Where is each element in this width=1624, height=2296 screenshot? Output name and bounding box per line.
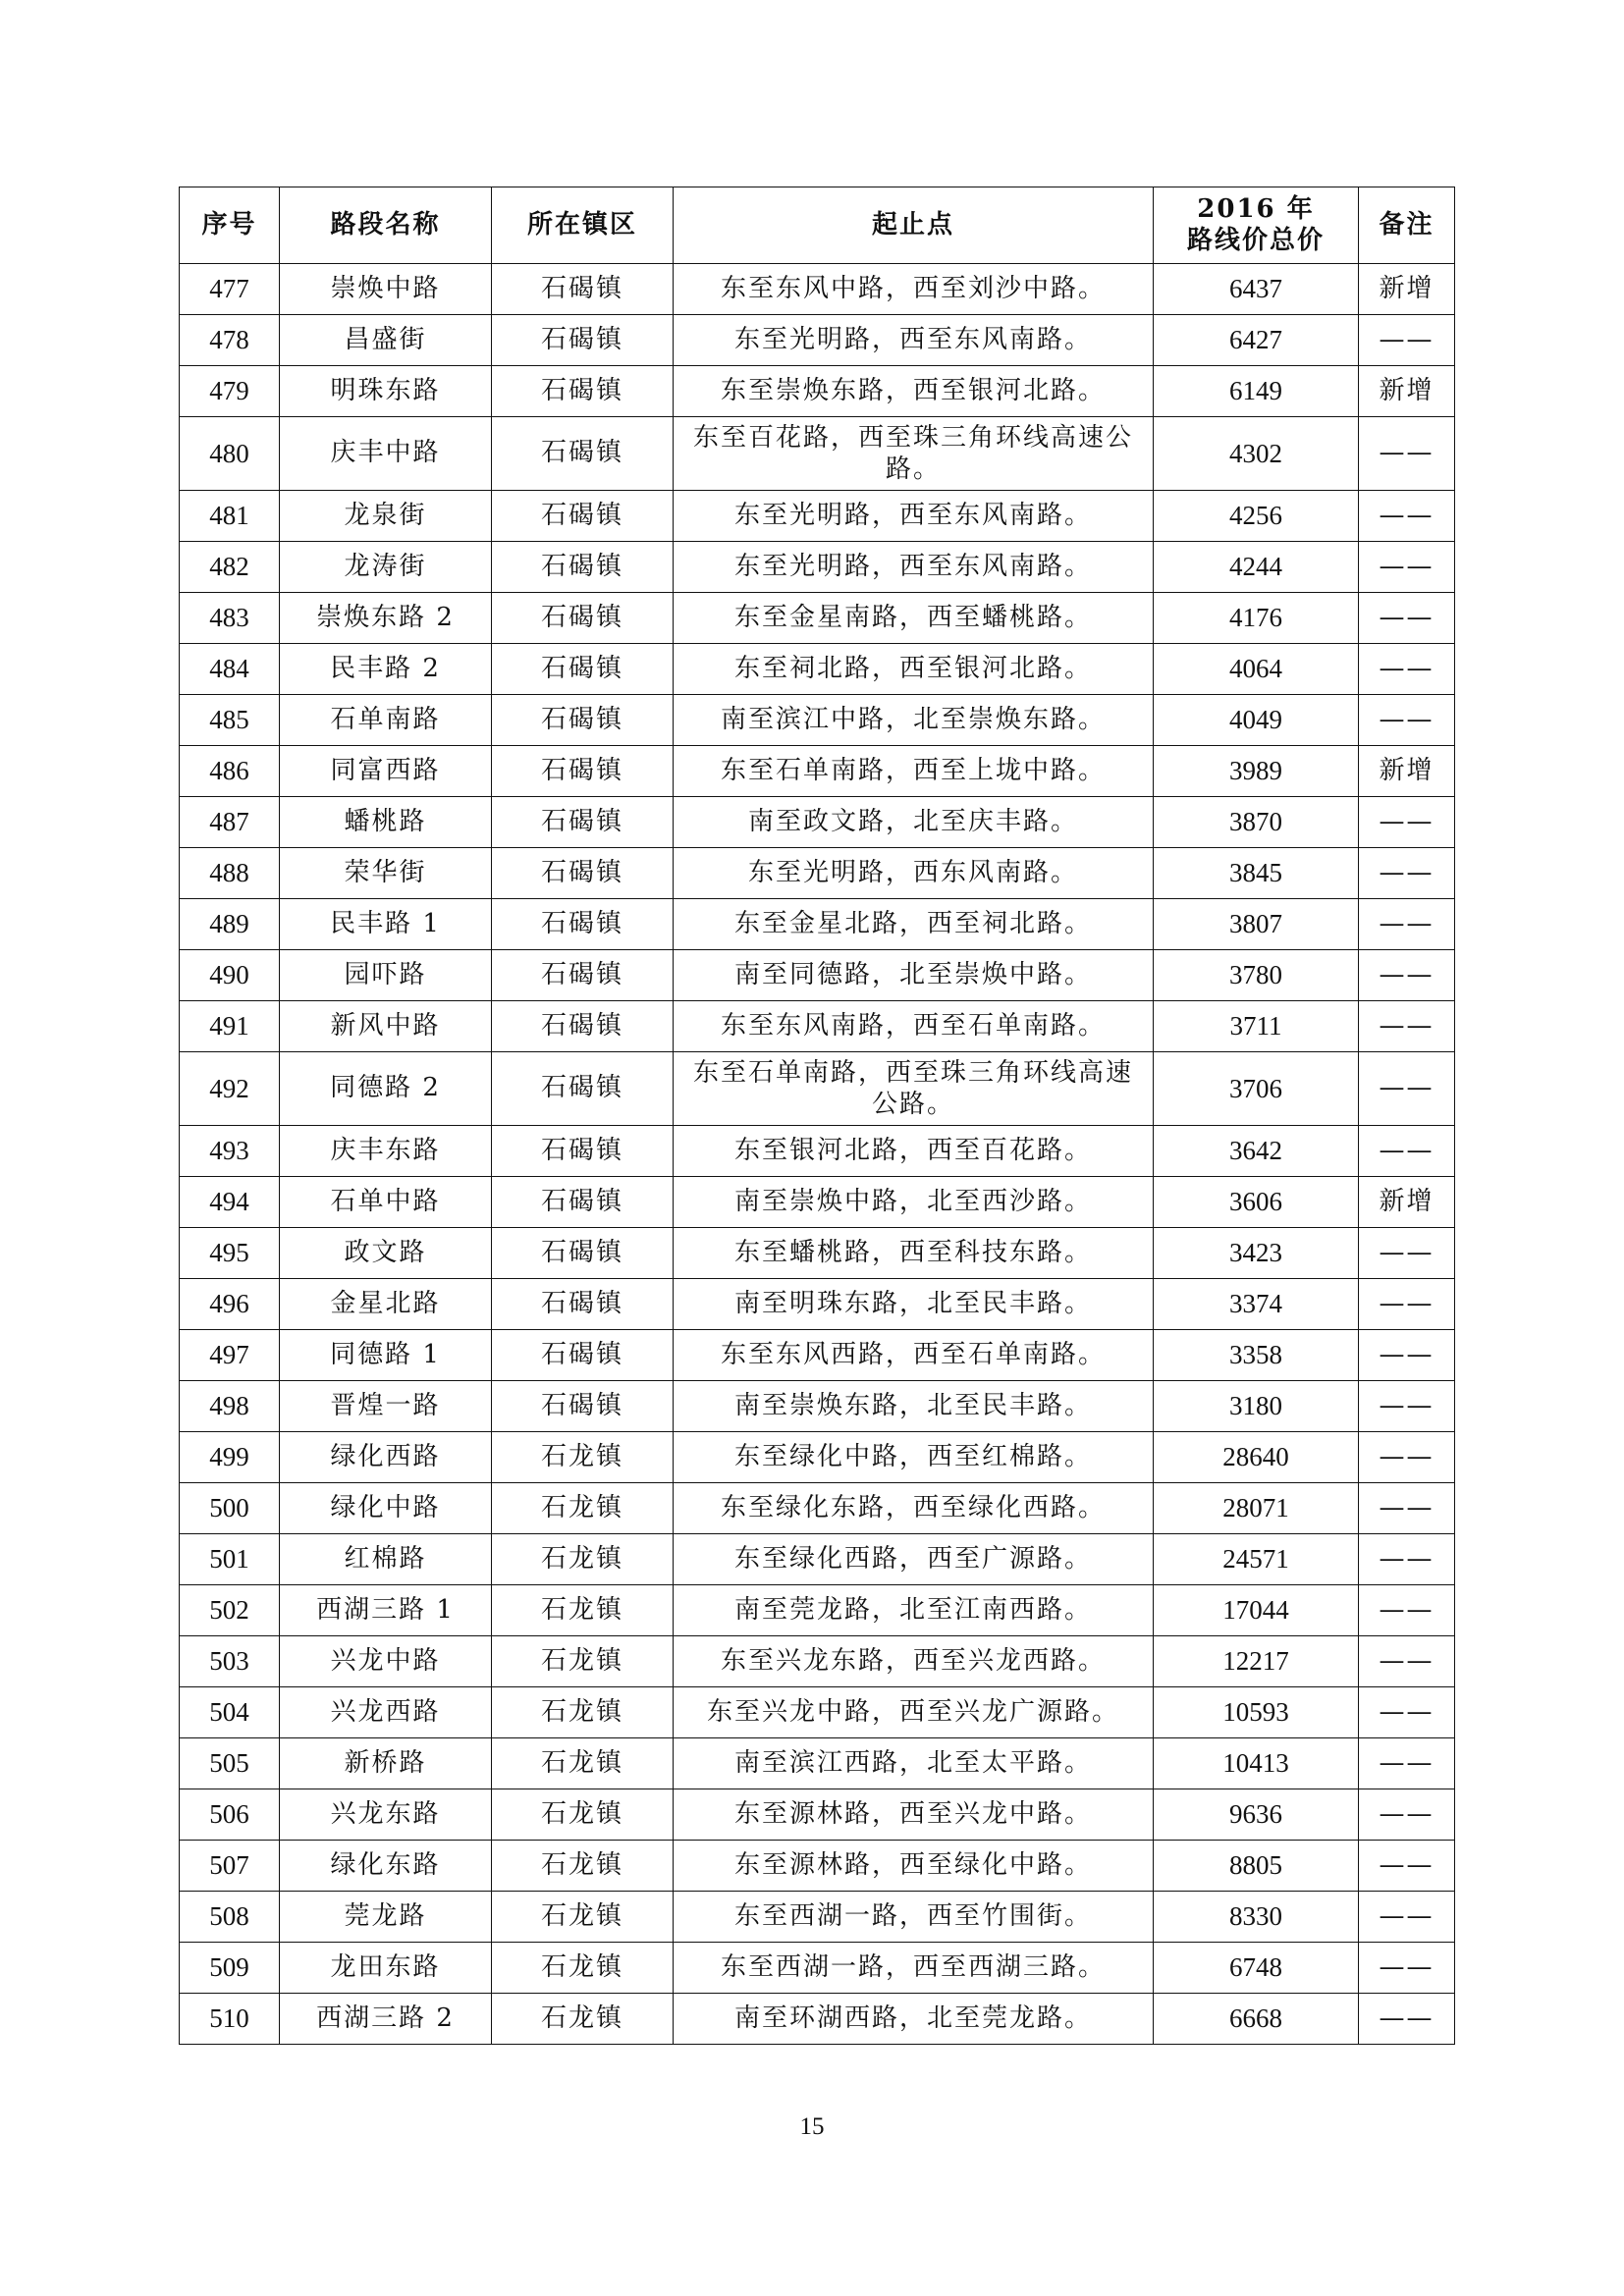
header-town: 所在镇区 xyxy=(492,187,674,264)
cell-price: 4176 xyxy=(1154,593,1359,644)
table-row xyxy=(180,1994,1455,2045)
table-body xyxy=(180,264,1455,2045)
cell-road-name: 新风中路 xyxy=(280,1001,492,1052)
cell-no: 505 xyxy=(180,1738,280,1789)
cell-no: 482 xyxy=(180,542,280,593)
cell-price: 10593 xyxy=(1154,1687,1359,1738)
cell-note: —— xyxy=(1359,1687,1455,1738)
cell-town: 石龙镇 xyxy=(492,1994,674,2045)
cell-town: 石龙镇 xyxy=(492,1892,674,1943)
cell-town: 石碣镇 xyxy=(492,746,674,797)
table-row xyxy=(180,644,1455,695)
cell-no: 506 xyxy=(180,1789,280,1841)
cell-no: 485 xyxy=(180,695,280,746)
cell-endpoints: 东至金星北路，西至祠北路。 xyxy=(674,899,1154,950)
cell-road-name: 同德路 2 xyxy=(280,1052,492,1126)
cell-note: —— xyxy=(1359,1994,1455,2045)
table-row xyxy=(180,366,1455,417)
cell-note: —— xyxy=(1359,848,1455,899)
cell-endpoints: 南至莞龙路，北至江南西路。 xyxy=(674,1585,1154,1636)
cell-no: 478 xyxy=(180,315,280,366)
cell-road-name: 荣华街 xyxy=(280,848,492,899)
cell-endpoints: 东至西湖一路，西至西湖三路。 xyxy=(674,1943,1154,1994)
cell-note: —— xyxy=(1359,1534,1455,1585)
cell-endpoints: 南至政文路，北至庆丰路。 xyxy=(674,797,1154,848)
cell-no: 504 xyxy=(180,1687,280,1738)
cell-no: 487 xyxy=(180,797,280,848)
cell-town: 石龙镇 xyxy=(492,1432,674,1483)
cell-endpoints: 东至绿化东路，西至绿化西路。 xyxy=(674,1483,1154,1534)
cell-no: 495 xyxy=(180,1228,280,1279)
table-row xyxy=(180,1585,1455,1636)
cell-price: 9636 xyxy=(1154,1789,1359,1841)
cell-endpoints: 南至崇焕中路，北至西沙路。 xyxy=(674,1177,1154,1228)
cell-price: 3374 xyxy=(1154,1279,1359,1330)
cell-price: 6427 xyxy=(1154,315,1359,366)
table-row xyxy=(180,899,1455,950)
cell-road-name: 同富西路 xyxy=(280,746,492,797)
cell-endpoints: 东至源林路，西至绿化中路。 xyxy=(674,1841,1154,1892)
cell-town: 石碣镇 xyxy=(492,491,674,542)
cell-endpoints: 东至祠北路，西至银河北路。 xyxy=(674,644,1154,695)
cell-endpoints: 东至兴龙东路，西至兴龙西路。 xyxy=(674,1636,1154,1687)
cell-town: 石碣镇 xyxy=(492,542,674,593)
header-road-name: 路段名称 xyxy=(280,187,492,264)
cell-note: —— xyxy=(1359,1943,1455,1994)
cell-note: —— xyxy=(1359,1001,1455,1052)
cell-note: —— xyxy=(1359,1330,1455,1381)
table-row xyxy=(180,1636,1455,1687)
cell-road-name: 红棉路 xyxy=(280,1534,492,1585)
cell-road-name: 西湖三路 1 xyxy=(280,1585,492,1636)
table-row xyxy=(180,695,1455,746)
table-row xyxy=(180,1687,1455,1738)
table-row xyxy=(180,1126,1455,1177)
cell-road-name: 兴龙东路 xyxy=(280,1789,492,1841)
cell-road-name: 金星北路 xyxy=(280,1279,492,1330)
table-row xyxy=(180,848,1455,899)
cell-note: 新增 xyxy=(1359,1177,1455,1228)
cell-endpoints: 东至东风中路，西至刘沙中路。 xyxy=(674,264,1154,315)
cell-price: 3845 xyxy=(1154,848,1359,899)
cell-town: 石碣镇 xyxy=(492,950,674,1001)
cell-note: —— xyxy=(1359,1052,1455,1126)
header-price xyxy=(1154,187,1359,264)
cell-price: 4049 xyxy=(1154,695,1359,746)
cell-road-name: 龙泉街 xyxy=(280,491,492,542)
table-row xyxy=(180,1841,1455,1892)
cell-road-name: 绿化中路 xyxy=(280,1483,492,1534)
cell-town: 石碣镇 xyxy=(492,264,674,315)
cell-road-name: 龙田东路 xyxy=(280,1943,492,1994)
cell-no: 481 xyxy=(180,491,280,542)
cell-road-name: 石单中路 xyxy=(280,1177,492,1228)
cell-price: 3711 xyxy=(1154,1001,1359,1052)
cell-road-name: 民丰路 1 xyxy=(280,899,492,950)
cell-note: —— xyxy=(1359,1892,1455,1943)
cell-endpoints: 东至金星南路，西至蟠桃路。 xyxy=(674,593,1154,644)
table-row xyxy=(180,1001,1455,1052)
cell-note: —— xyxy=(1359,1432,1455,1483)
cell-note: —— xyxy=(1359,695,1455,746)
cell-town: 石碣镇 xyxy=(492,417,674,491)
cell-road-name: 政文路 xyxy=(280,1228,492,1279)
table-row xyxy=(180,746,1455,797)
cell-no: 499 xyxy=(180,1432,280,1483)
cell-endpoints: 东至东风南路，西至石单南路。 xyxy=(674,1001,1154,1052)
cell-no: 510 xyxy=(180,1994,280,2045)
cell-endpoints: 东至光明路，西东风南路。 xyxy=(674,848,1154,899)
cell-town: 石龙镇 xyxy=(492,1943,674,1994)
table-row xyxy=(180,315,1455,366)
cell-endpoints: 南至环湖西路，北至莞龙路。 xyxy=(674,1994,1154,2045)
cell-note: —— xyxy=(1359,417,1455,491)
cell-note: —— xyxy=(1359,644,1455,695)
cell-price: 4256 xyxy=(1154,491,1359,542)
cell-no: 491 xyxy=(180,1001,280,1052)
table-header-row xyxy=(180,187,1455,264)
cell-town: 石碣镇 xyxy=(492,1177,674,1228)
cell-no: 479 xyxy=(180,366,280,417)
cell-town: 石碣镇 xyxy=(492,1001,674,1052)
cell-no: 508 xyxy=(180,1892,280,1943)
cell-town: 石龙镇 xyxy=(492,1687,674,1738)
cell-price: 24571 xyxy=(1154,1534,1359,1585)
cell-endpoints: 东至源林路，西至兴龙中路。 xyxy=(674,1789,1154,1841)
cell-road-name: 石单南路 xyxy=(280,695,492,746)
cell-no: 501 xyxy=(180,1534,280,1585)
header-no: 序号 xyxy=(180,187,280,264)
cell-note: —— xyxy=(1359,1126,1455,1177)
cell-price: 3989 xyxy=(1154,746,1359,797)
cell-note: —— xyxy=(1359,1841,1455,1892)
cell-town: 石龙镇 xyxy=(492,1636,674,1687)
cell-no: 503 xyxy=(180,1636,280,1687)
cell-road-name: 崇焕东路 2 xyxy=(280,593,492,644)
cell-price: 3780 xyxy=(1154,950,1359,1001)
header-price-line1: 2016 年 xyxy=(1197,194,1315,225)
cell-endpoints: 南至滨江西路，北至太平路。 xyxy=(674,1738,1154,1789)
cell-price: 17044 xyxy=(1154,1585,1359,1636)
cell-endpoints: 东至百花路，西至珠三角环线高速公路。 xyxy=(674,417,1154,491)
cell-town: 石碣镇 xyxy=(492,695,674,746)
cell-no: 509 xyxy=(180,1943,280,1994)
cell-note: —— xyxy=(1359,1738,1455,1789)
cell-price: 6437 xyxy=(1154,264,1359,315)
cell-price: 6748 xyxy=(1154,1943,1359,1994)
cell-no: 496 xyxy=(180,1279,280,1330)
table-row xyxy=(180,1330,1455,1381)
cell-endpoints: 南至明珠东路，北至民丰路。 xyxy=(674,1279,1154,1330)
header-note: 备注 xyxy=(1359,187,1455,264)
cell-no: 492 xyxy=(180,1052,280,1126)
cell-road-name: 绿化东路 xyxy=(280,1841,492,1892)
cell-town: 石龙镇 xyxy=(492,1534,674,1585)
table-row xyxy=(180,1279,1455,1330)
cell-price: 6668 xyxy=(1154,1994,1359,2045)
cell-price: 4302 xyxy=(1154,417,1359,491)
cell-town: 石碣镇 xyxy=(492,797,674,848)
cell-no: 507 xyxy=(180,1841,280,1892)
cell-no: 502 xyxy=(180,1585,280,1636)
cell-note: 新增 xyxy=(1359,746,1455,797)
cell-road-name: 昌盛街 xyxy=(280,315,492,366)
cell-town: 石龙镇 xyxy=(492,1738,674,1789)
header-endpoints: 起止点 xyxy=(674,187,1154,264)
cell-road-name: 明珠东路 xyxy=(280,366,492,417)
cell-note: —— xyxy=(1359,950,1455,1001)
cell-endpoints: 南至崇焕东路，北至民丰路。 xyxy=(674,1381,1154,1432)
cell-endpoints: 东至光明路，西至东风南路。 xyxy=(674,315,1154,366)
cell-town: 石龙镇 xyxy=(492,1585,674,1636)
table-row xyxy=(180,593,1455,644)
cell-note: —— xyxy=(1359,899,1455,950)
cell-no: 477 xyxy=(180,264,280,315)
cell-no: 488 xyxy=(180,848,280,899)
cell-price: 28640 xyxy=(1154,1432,1359,1483)
cell-note: —— xyxy=(1359,1636,1455,1687)
cell-no: 493 xyxy=(180,1126,280,1177)
table-row xyxy=(180,264,1455,315)
table-row xyxy=(180,1052,1455,1126)
cell-no: 490 xyxy=(180,950,280,1001)
cell-road-name: 新桥路 xyxy=(280,1738,492,1789)
cell-town: 石龙镇 xyxy=(492,1789,674,1841)
cell-price: 3606 xyxy=(1154,1177,1359,1228)
cell-road-name: 民丰路 2 xyxy=(280,644,492,695)
cell-road-name: 庆丰东路 xyxy=(280,1126,492,1177)
cell-price: 3807 xyxy=(1154,899,1359,950)
cell-endpoints: 东至光明路，西至东风南路。 xyxy=(674,542,1154,593)
cell-endpoints: 东至石单南路，西至上垅中路。 xyxy=(674,746,1154,797)
cell-road-name: 兴龙西路 xyxy=(280,1687,492,1738)
table-row xyxy=(180,1432,1455,1483)
cell-no: 484 xyxy=(180,644,280,695)
cell-no: 500 xyxy=(180,1483,280,1534)
cell-town: 石碣镇 xyxy=(492,593,674,644)
table-row xyxy=(180,950,1455,1001)
table-row xyxy=(180,1892,1455,1943)
cell-price: 4064 xyxy=(1154,644,1359,695)
cell-note: —— xyxy=(1359,1228,1455,1279)
table-row xyxy=(180,1177,1455,1228)
cell-road-name: 园吓路 xyxy=(280,950,492,1001)
cell-endpoints: 东至绿化中路，西至红棉路。 xyxy=(674,1432,1154,1483)
cell-price: 3706 xyxy=(1154,1052,1359,1126)
cell-town: 石碣镇 xyxy=(492,644,674,695)
cell-note: 新增 xyxy=(1359,264,1455,315)
cell-endpoints: 南至滨江中路，北至崇焕东路。 xyxy=(674,695,1154,746)
cell-town: 石碣镇 xyxy=(492,1228,674,1279)
table-row xyxy=(180,1381,1455,1432)
table-row xyxy=(180,542,1455,593)
cell-price: 4244 xyxy=(1154,542,1359,593)
cell-endpoints: 东至光明路，西至东风南路。 xyxy=(674,491,1154,542)
cell-note: 新增 xyxy=(1359,366,1455,417)
table-row xyxy=(180,1789,1455,1841)
header-price-line2: 路线价总价 xyxy=(1186,225,1325,255)
cell-note: —— xyxy=(1359,542,1455,593)
cell-road-name: 蟠桃路 xyxy=(280,797,492,848)
cell-endpoints: 东至东风西路，西至石单南路。 xyxy=(674,1330,1154,1381)
cell-town: 石碣镇 xyxy=(492,1381,674,1432)
cell-price: 3423 xyxy=(1154,1228,1359,1279)
cell-price: 3358 xyxy=(1154,1330,1359,1381)
cell-endpoints: 东至石单南路，西至珠三角环线高速公路。 xyxy=(674,1052,1154,1126)
cell-note: —— xyxy=(1359,593,1455,644)
cell-price: 12217 xyxy=(1154,1636,1359,1687)
cell-town: 石碣镇 xyxy=(492,1126,674,1177)
cell-town: 石碣镇 xyxy=(492,899,674,950)
table-row xyxy=(180,491,1455,542)
table-row xyxy=(180,1228,1455,1279)
cell-town: 石龙镇 xyxy=(492,1483,674,1534)
cell-endpoints: 东至西湖一路，西至竹围街。 xyxy=(674,1892,1154,1943)
cell-no: 497 xyxy=(180,1330,280,1381)
cell-note: —— xyxy=(1359,315,1455,366)
cell-road-name: 莞龙路 xyxy=(280,1892,492,1943)
cell-price: 8805 xyxy=(1154,1841,1359,1892)
cell-note: —— xyxy=(1359,1483,1455,1534)
cell-road-name: 同德路 1 xyxy=(280,1330,492,1381)
cell-no: 486 xyxy=(180,746,280,797)
table-row xyxy=(180,1483,1455,1534)
cell-endpoints: 东至蟠桃路，西至科技东路。 xyxy=(674,1228,1154,1279)
table-row xyxy=(180,1534,1455,1585)
cell-town: 石碣镇 xyxy=(492,1330,674,1381)
cell-no: 489 xyxy=(180,899,280,950)
table-row xyxy=(180,797,1455,848)
cell-note: —— xyxy=(1359,797,1455,848)
cell-road-name: 西湖三路 2 xyxy=(280,1994,492,2045)
cell-endpoints: 东至绿化西路，西至广源路。 xyxy=(674,1534,1154,1585)
cell-town: 石碣镇 xyxy=(492,848,674,899)
cell-note: —— xyxy=(1359,1279,1455,1330)
cell-town: 石碣镇 xyxy=(492,315,674,366)
cell-note: —— xyxy=(1359,1381,1455,1432)
cell-note: —— xyxy=(1359,1585,1455,1636)
cell-endpoints: 东至崇焕东路，西至银河北路。 xyxy=(674,366,1154,417)
road-price-table xyxy=(179,187,1455,2045)
cell-price: 6149 xyxy=(1154,366,1359,417)
cell-road-name: 崇焕中路 xyxy=(280,264,492,315)
table-row xyxy=(180,417,1455,491)
cell-no: 498 xyxy=(180,1381,280,1432)
cell-no: 483 xyxy=(180,593,280,644)
cell-price: 10413 xyxy=(1154,1738,1359,1789)
cell-town: 石碣镇 xyxy=(492,1279,674,1330)
table-row xyxy=(180,1738,1455,1789)
cell-note: —— xyxy=(1359,491,1455,542)
cell-price: 3642 xyxy=(1154,1126,1359,1177)
cell-town: 石碣镇 xyxy=(492,1052,674,1126)
cell-no: 480 xyxy=(180,417,280,491)
cell-price: 28071 xyxy=(1154,1483,1359,1534)
cell-endpoints: 南至同德路，北至崇焕中路。 xyxy=(674,950,1154,1001)
cell-endpoints: 东至银河北路，西至百花路。 xyxy=(674,1126,1154,1177)
cell-no: 494 xyxy=(180,1177,280,1228)
cell-price: 3180 xyxy=(1154,1381,1359,1432)
cell-town: 石碣镇 xyxy=(492,366,674,417)
cell-note: —— xyxy=(1359,1789,1455,1841)
cell-road-name: 绿化西路 xyxy=(280,1432,492,1483)
cell-price: 3870 xyxy=(1154,797,1359,848)
cell-price: 8330 xyxy=(1154,1892,1359,1943)
cell-town: 石龙镇 xyxy=(492,1841,674,1892)
page-number: 15 xyxy=(799,2113,825,2140)
table-row xyxy=(180,1943,1455,1994)
cell-road-name: 庆丰中路 xyxy=(280,417,492,491)
cell-road-name: 兴龙中路 xyxy=(280,1636,492,1687)
cell-road-name: 龙涛街 xyxy=(280,542,492,593)
cell-endpoints: 东至兴龙中路，西至兴龙广源路。 xyxy=(674,1687,1154,1738)
cell-road-name: 晋煌一路 xyxy=(280,1381,492,1432)
